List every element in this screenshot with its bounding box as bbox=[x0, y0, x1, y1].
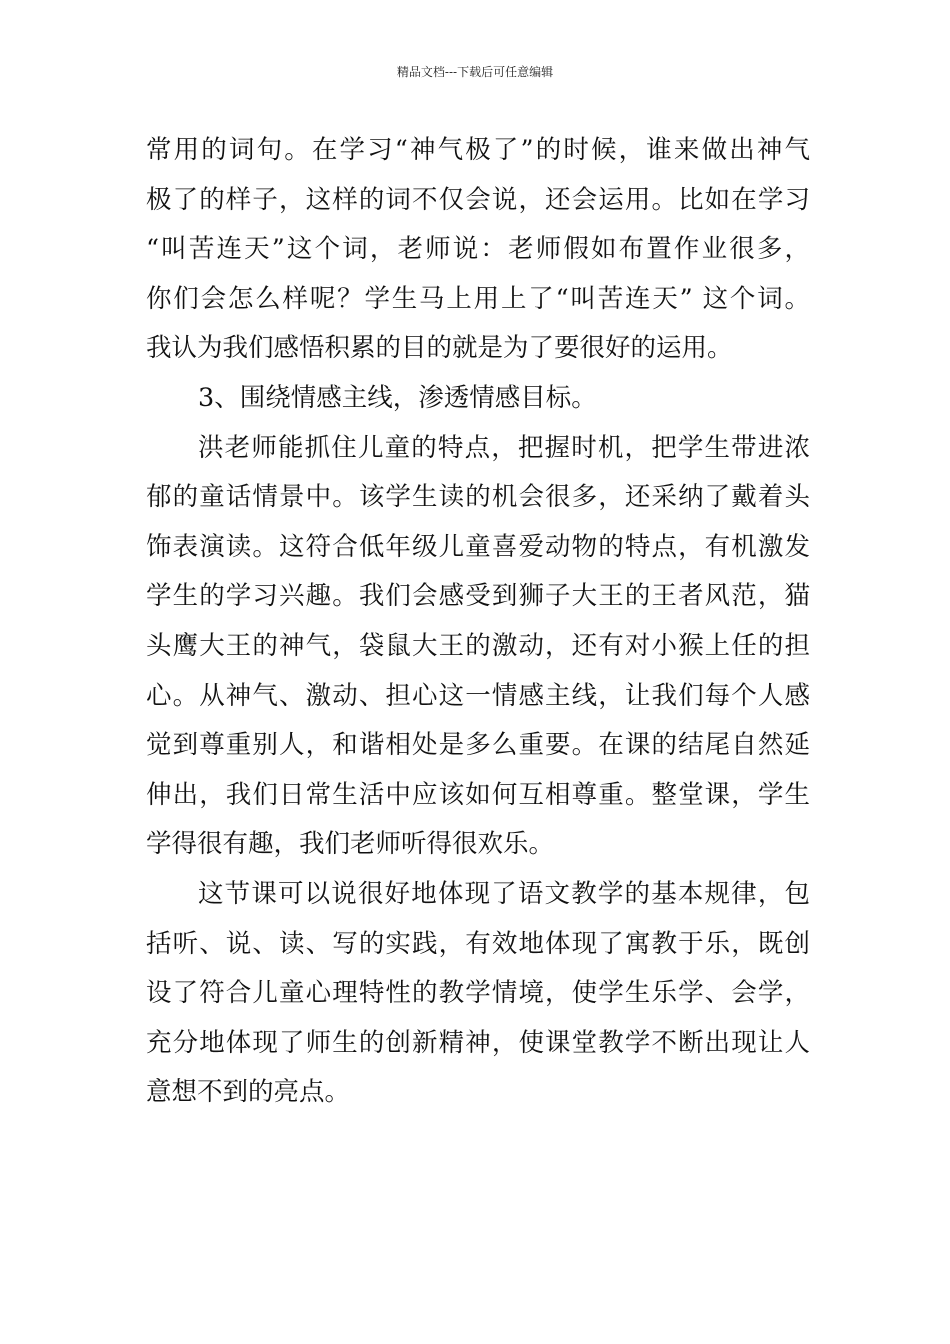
text-line: “叫苦连天”这个词，老师说：老师假如布置作业很多， bbox=[146, 234, 810, 265]
text-line: 饰表演读。这符合低年级儿童喜爱动物的特点，有机激发 bbox=[146, 531, 810, 562]
text-line: 洪老师能抓住儿童的特点，把握时机，把学生带进浓 bbox=[198, 432, 810, 463]
text-line: 伸出，我们日常生活中应该如何互相尊重。整堂课，学生 bbox=[146, 779, 810, 810]
text-line: 设了符合儿童心理特性的教学情境，使学生乐学、会学， bbox=[146, 978, 810, 1009]
text-line: 充分地体现了师生的创新精神，使课堂教学不断出现让人 bbox=[146, 1027, 810, 1058]
text-line: 你们会怎么样呢？学生马上用上了“叫苦连天” 这个词。 bbox=[146, 283, 810, 314]
text-line: 我认为我们感悟积累的目的就是为了要很好的运用。 bbox=[146, 333, 733, 364]
text-line: 这节课可以说很好地体现了语文教学的基本规律，包 bbox=[198, 878, 810, 909]
text-line: 常用的词句。在学习“神气极了”的时候，谁来做出神气 bbox=[146, 135, 810, 165]
text-line: 括听、说、读、写的实践，有效地体现了寓教于乐，既创 bbox=[146, 928, 810, 959]
text-line: 学生的学习兴趣。我们会感受到狮子大王的王者风范，猫 bbox=[146, 581, 810, 612]
text-line: 郁的童话情景中。该学生读的机会很多，还采纳了戴着头 bbox=[146, 482, 810, 513]
text-line: 头鹰大王的神气，袋鼠大王的激动，还有对小猴上任的担 bbox=[146, 630, 810, 661]
text-line: 学得很有趣，我们老师听得很欢乐。 bbox=[146, 829, 555, 860]
section-heading: 3、围绕情感主线，渗透情感目标。 bbox=[198, 382, 597, 413]
text-line: 心。从神气、激动、担心这一情感主线，让我们每个人感 bbox=[146, 680, 810, 711]
text-line: 意想不到的亮点。 bbox=[146, 1077, 351, 1108]
text-line: 觉到尊重别人，和谐相处是多么重要。在课的结尾自然延 bbox=[146, 730, 810, 761]
text-line: 极了的样子，这样的词不仅会说，还会运用。比如在学习 bbox=[146, 184, 810, 215]
document-body bbox=[146, 126, 810, 1118]
page-header: 精品文档---下载后可任意编辑 bbox=[396, 65, 554, 79]
